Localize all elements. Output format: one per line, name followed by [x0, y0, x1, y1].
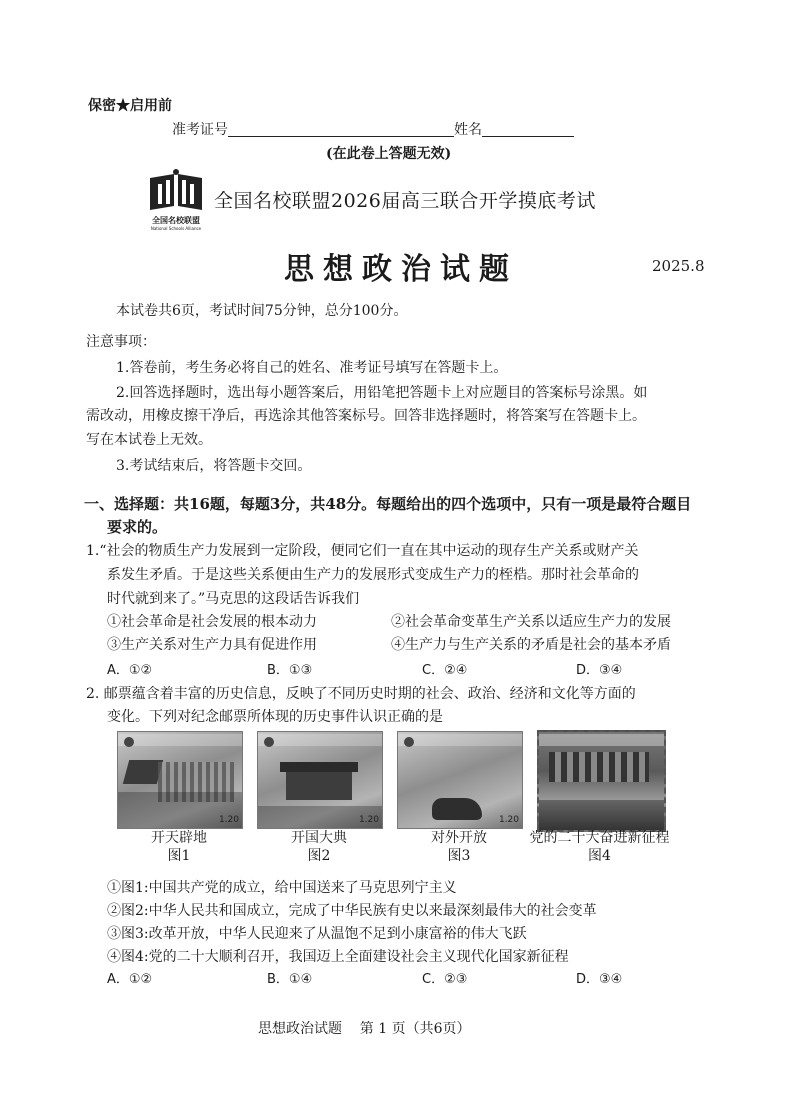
q1-choice-d: D．③④ — [576, 663, 623, 678]
stamp-value: 1.20 — [358, 815, 379, 825]
ticket-blank — [228, 122, 454, 137]
q1-stem-line-2: 系发生矛盾。于是这些关系便由生产力的发展形式变成生产力的桎梏。那时社会革命的 — [107, 567, 639, 583]
stamp-fig-3: 图3 — [447, 848, 471, 864]
section-heading-line-1: 一、选择题：共16题，每题3分，共48分。每题给出的四个选项中，只有一项是最符合题目 — [84, 495, 692, 513]
q1-option-2: ②社会革命变革生产关系以适应生产力的发展 — [391, 614, 671, 630]
party-emblem-icon — [124, 737, 134, 747]
logo-subtext: National Schools Alliance — [150, 226, 202, 231]
stamp-value: 1.20 — [498, 815, 519, 825]
page-footer: 思想政治试题 第 1 页（共6页） — [258, 1021, 471, 1037]
q2-stem-line-2: 变化。下列对纪念邮票所体现的历史事件认识正确的是 — [107, 709, 443, 725]
q1-option-3: ③生产关系对生产力具有促进作用 — [107, 637, 317, 653]
notice-item-3: 3.考试结束后，将答题卡交回。 — [116, 458, 312, 474]
name-label: 姓名 — [454, 122, 482, 138]
notice-title: 注意事项： — [86, 334, 156, 350]
notice-item-1: 1.答卷前，考生务必将自己的姓名、准考证号填写在答题卡上。 — [116, 360, 508, 376]
exam-title: 全国名校联盟2026届高三联合开学摸底考试 — [214, 190, 596, 212]
section-heading-line-2: 要求的。 — [107, 518, 168, 536]
party-emblem-icon — [404, 737, 414, 747]
name-blank — [482, 122, 574, 137]
secret-label: 保密★启用前 — [88, 98, 172, 114]
q1-stem-line-3: 时代就到来了。”马克思的这段话告诉我们 — [107, 591, 360, 607]
notice-item-2-line-1: 2.回答选择题时，选出每小题答案后，用铅笔把答题卡上对应题目的答案标号涂黑。如 — [116, 385, 648, 401]
q2-choice-c: C．②③ — [422, 972, 468, 987]
q1-option-4: ④生产力与生产关系的矛盾是社会的基本矛盾 — [391, 637, 671, 653]
book-logo-icon — [146, 168, 206, 212]
stamp-image-2 — [257, 731, 383, 829]
stamp-caption-4: 党的二十大奋进新征程 — [529, 830, 670, 846]
q2-choice-b: B．①④ — [267, 972, 313, 987]
stamp-caption-1: 开天辟地 — [151, 830, 207, 846]
q2-option-4: ④图4:党的二十大顺利召开，我国迈上全面建设社会主义现代化国家新征程 — [107, 949, 569, 965]
q1-choice-b: B．①③ — [267, 663, 313, 678]
party-emblem-icon — [264, 737, 274, 747]
stamp-value: 1.20 — [218, 815, 239, 825]
q2-choice-d: D．③④ — [576, 972, 623, 987]
subject-title: 思想政治试题 — [284, 252, 518, 287]
intro-text: 本试卷共6页，考试时间75分钟，总分100分。 — [116, 303, 408, 319]
q1-choice-c: C．②④ — [422, 663, 468, 678]
invalid-note: (在此卷上答题无效) — [326, 146, 452, 162]
notice-item-2-line-2: 需改动，用橡皮擦干净后，再选涂其他答案标号。回答非选择题时，将答案写在答题卡上。 — [86, 408, 646, 424]
stamp-fig-1: 图1 — [167, 848, 191, 864]
ticket-label: 准考证号 — [172, 122, 228, 138]
notice-item-2-line-3: 写在本试卷上无效。 — [86, 432, 212, 448]
q2-option-2: ②图2:中华人民共和国成立，完成了中华民族有史以来最深刻最伟大的社会变革 — [107, 903, 597, 919]
q2-choice-a: A．①② — [107, 972, 153, 987]
stamp-caption-2: 开国大典 — [291, 830, 347, 846]
logo-text: 全国名校联盟 — [152, 216, 200, 225]
stamp-fig-2: 图2 — [307, 848, 331, 864]
q1-option-1: ①社会革命是社会发展的根本动力 — [107, 614, 317, 630]
stamp-image-4 — [537, 730, 666, 832]
q1-stem-line-1: 1.“社会的物质生产力发展到一定阶段，便同它们一直在其中运动的现存生产关系或财产关 — [86, 543, 639, 559]
stamp-fig-4: 图4 — [588, 848, 611, 864]
exam-date: 2025.8 — [652, 257, 705, 275]
alliance-logo — [146, 168, 206, 230]
q2-stem-line-1: 2. 邮票蕴含着丰富的历史信息，反映了不同历史时期的社会、政治、经济和文化等方面的 — [86, 686, 636, 702]
q2-option-3: ③图3:改革开放，中华人民迎来了从温饱不足到小康富裕的伟大飞跃 — [107, 926, 527, 942]
ticket-name-line — [172, 119, 574, 139]
stamp-image-3 — [397, 731, 523, 829]
q1-choice-a: A．①② — [107, 663, 153, 678]
q2-option-1: ①图1:中国共产党的成立，给中国送来了马克思列宁主义 — [107, 880, 457, 896]
stamp-image-1 — [117, 731, 243, 829]
stamp-caption-3: 对外开放 — [431, 830, 487, 846]
